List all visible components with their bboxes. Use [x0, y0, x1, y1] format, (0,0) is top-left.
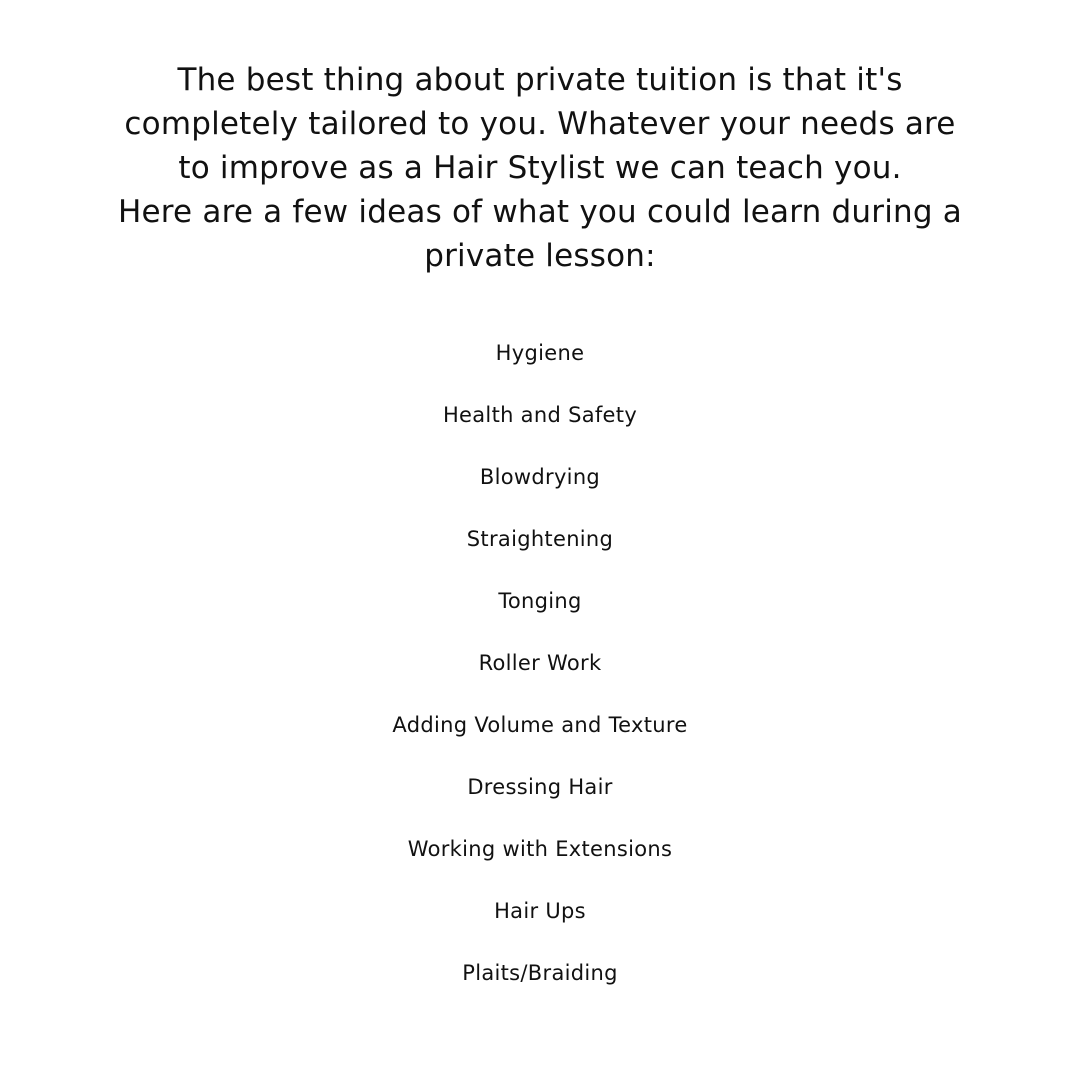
topic-item-working-with-extensions: Working with Extensions: [407, 837, 673, 861]
topic-item-plaits-braiding: Plaits/Braiding: [462, 961, 618, 985]
intro-line: private lesson:: [424, 238, 656, 274]
topic-item-roller-work: Roller Work: [478, 651, 602, 675]
intro-line: completely tailored to you. Whatever your needs are: [124, 106, 956, 142]
intro-line: Here are a few ideas of what you could learn during a: [118, 194, 962, 230]
intro-line: to improve as a Hair Stylist we can teach you.: [178, 150, 902, 186]
topic-item-adding-volume-and-texture: Adding Volume and Texture: [392, 713, 688, 737]
intro-paragraph: [90, 58, 990, 278]
topic-item-tonging: Tonging: [498, 589, 582, 613]
topic-item-hair-ups: Hair Ups: [494, 899, 586, 923]
topic-item-health-and-safety: Health and Safety: [442, 403, 638, 427]
topic-item-hygiene: Hygiene: [495, 341, 585, 365]
topic-item-blowdrying: Blowdrying: [479, 465, 601, 489]
topic-item-straightening: Straightening: [466, 527, 614, 551]
topic-item-dressing-hair: Dressing Hair: [467, 775, 613, 799]
topics-list: [0, 322, 1080, 1004]
intro-line: The best thing about private tuition is that it's: [177, 62, 903, 98]
